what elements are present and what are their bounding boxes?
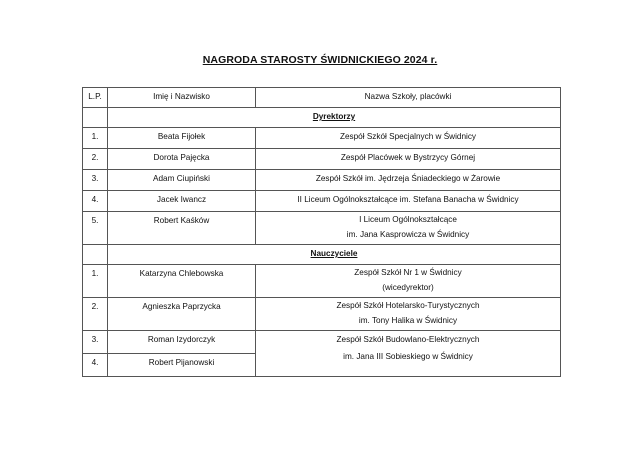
- row-lp: 1.: [83, 265, 108, 298]
- school-line: Zespół Szkół Budowlano-Elektrycznych: [336, 335, 480, 344]
- table-row: [83, 170, 561, 191]
- table-row: [83, 331, 561, 354]
- school-line: I Liceum Ogólnokształcące: [359, 215, 457, 224]
- document-title: NAGRODA STAROSTY ŚWIDNICKIEGO 2024 r.: [202, 54, 438, 66]
- row-school: Zespół Placówek w Bystrzycy Górnej: [256, 149, 561, 170]
- school-line: im. Jana Kasprowicza w Świdnicy: [346, 230, 470, 239]
- school-line: im. Tony Halika w Świdnicy: [358, 316, 458, 325]
- table-row: [83, 191, 561, 212]
- row-lp: 3.: [83, 331, 108, 354]
- row-lp: 4.: [83, 191, 108, 212]
- row-name: Beata Fijołek: [108, 128, 256, 149]
- row-lp: 4.: [83, 354, 108, 377]
- row-name: Roman Izydorczyk: [108, 331, 256, 354]
- school-line: Zespół Szkół Nr 1 w Świdnicy: [354, 268, 462, 277]
- row-school: [256, 265, 561, 298]
- row-name: Robert Kaśków: [108, 212, 256, 245]
- section-row-directors: [83, 108, 561, 128]
- row-name: Agnieszka Paprzycka: [108, 298, 256, 331]
- row-lp: 5.: [83, 212, 108, 245]
- row-school-merged: [256, 331, 561, 377]
- table-header-row: [83, 88, 561, 108]
- row-lp: 2.: [83, 298, 108, 331]
- table-row: [83, 149, 561, 170]
- row-lp: 3.: [83, 170, 108, 191]
- row-school: [256, 298, 561, 331]
- row-lp: 1.: [83, 128, 108, 149]
- row-name: Adam Ciupiński: [108, 170, 256, 191]
- header-lp: L.P.: [83, 88, 108, 108]
- header-school: Nazwa Szkoły, placówki: [256, 88, 561, 108]
- row-name: Jacek Iwancz: [108, 191, 256, 212]
- table-row: [83, 298, 561, 331]
- section-label: Dyrektorzy: [312, 112, 356, 121]
- section-label-cell: [108, 108, 561, 128]
- table-row: [83, 212, 561, 245]
- section-label-cell: [108, 245, 561, 265]
- section-empty-cell: [83, 245, 108, 265]
- award-table: [82, 87, 561, 377]
- table-row: [83, 128, 561, 149]
- school-line: im. Jana III Sobieskiego w Świdnicy: [343, 352, 473, 361]
- row-school: Zespół Szkół Specjalnych w Świdnicy: [256, 128, 561, 149]
- row-name: Dorota Pajęcka: [108, 149, 256, 170]
- row-lp: 2.: [83, 149, 108, 170]
- row-school: Zespół Szkół im. Jędrzeja Śniadeckiego w Żarowie: [256, 170, 561, 191]
- section-label: Nauczyciele: [310, 249, 358, 258]
- row-school: [256, 212, 561, 245]
- school-line: (wicedyrektor): [382, 283, 434, 292]
- row-school: II Liceum Ogólnokształcące im. Stefana Banacha w Świdnicy: [256, 191, 561, 212]
- row-name: Katarzyna Chlebowska: [108, 265, 256, 298]
- header-name: Imię i Nazwisko: [108, 88, 256, 108]
- table-row: [83, 265, 561, 298]
- school-line: Zespół Szkół Hotelarsko-Turystycznych: [336, 301, 480, 310]
- section-row-teachers: [83, 245, 561, 265]
- section-empty-cell: [83, 108, 108, 128]
- row-name: Robert Pijanowski: [108, 354, 256, 377]
